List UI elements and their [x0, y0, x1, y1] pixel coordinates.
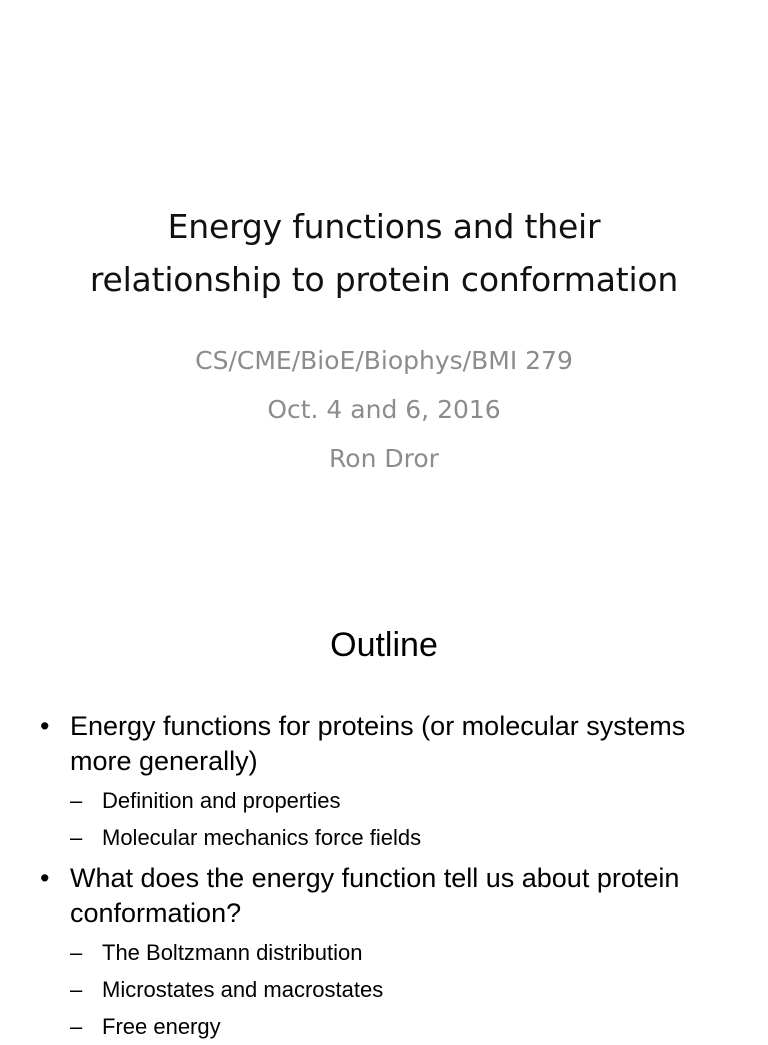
sub-bullet-text: Molecular mechanics force fields: [102, 825, 422, 850]
outline-slide: [0, 576, 768, 1039]
sub-bullet: [0, 782, 768, 819]
bullet-marker: •: [40, 711, 50, 741]
outline-heading: Outline: [330, 626, 438, 664]
sub-bullet-text: Definition and properties: [102, 788, 341, 813]
title-line: Energy functions and their: [167, 207, 601, 246]
outline-bullet: [0, 709, 768, 856]
sub-bullet: [0, 971, 768, 1008]
sub-bullet-marker: –: [70, 788, 83, 813]
sub-bullet: [0, 934, 768, 971]
sub-bullet-marker: –: [70, 940, 83, 965]
slide-title: [0, 200, 768, 306]
outline-bullet-list: [0, 709, 768, 1045]
bullet-text-row: [0, 709, 768, 779]
sub-bullet-list: [0, 934, 768, 1045]
lecture-dates: Oct. 4 and 6, 2016: [267, 395, 501, 424]
sub-bullet-marker: –: [70, 977, 83, 1002]
course-code: CS/CME/BioE/Biophys/BMI 279: [195, 346, 573, 375]
author-name: Ron Dror: [329, 444, 439, 473]
slide-subtitle: [0, 336, 768, 483]
sub-bullet: [0, 1008, 768, 1045]
title-line: relationship to protein conformation: [89, 260, 679, 299]
bullet-text: What does the energy function tell us about protein conformation?: [70, 863, 680, 928]
sub-bullet: [0, 819, 768, 856]
sub-bullet-list: [0, 782, 768, 856]
outline-bullet: [0, 861, 768, 1045]
bullet-marker: •: [40, 863, 50, 893]
bullet-text-row: [0, 861, 768, 931]
sub-bullet-text: Free energy: [102, 1014, 221, 1039]
sub-bullet-marker: –: [70, 825, 83, 850]
sub-bullet-marker: –: [70, 1014, 83, 1039]
bullet-text: Energy functions for proteins (or molecular systems more generally): [70, 711, 686, 776]
sub-bullet-text: The Boltzmann distribution: [102, 940, 363, 965]
sub-bullet-text: Microstates and macrostates: [102, 977, 384, 1002]
